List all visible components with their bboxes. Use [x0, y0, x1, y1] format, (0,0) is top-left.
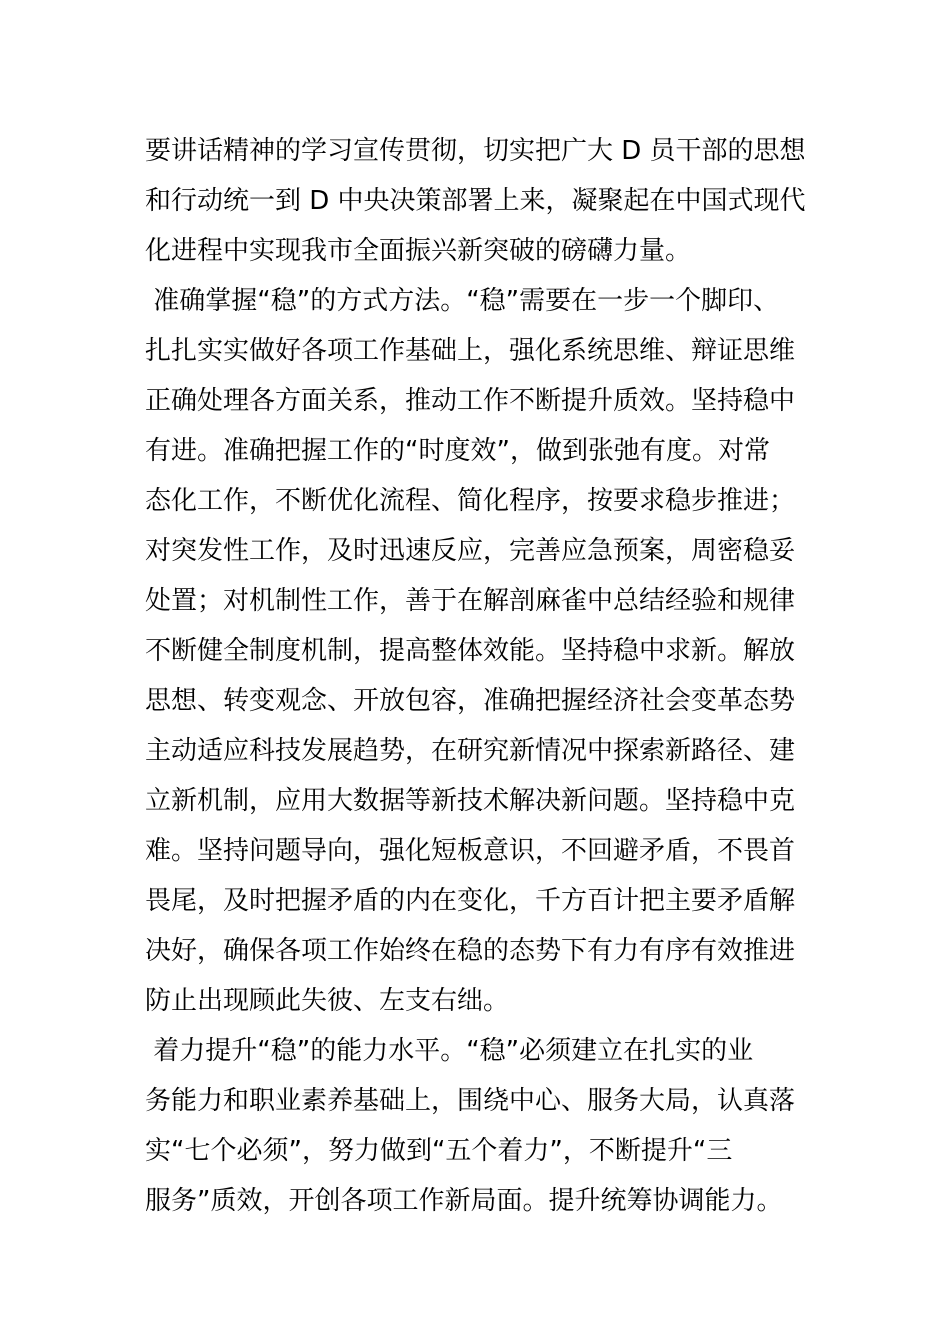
text-line-22: 服务”质效，开创各项工作新局面。提升统筹协调能力。: [145, 1186, 783, 1216]
text-line-6: 正确处理各方面关系，推动工作不断提升质效。坚持稳中: [145, 386, 796, 416]
text-line-5: 扎扎实实做好各项工作基础上，强化系统思维、辩证思维: [145, 336, 796, 366]
text-line-11: 不断健全制度机制，提高整体效能。坚持稳中求新。解放: [145, 636, 796, 666]
text-line-3: 化进程中实现我市全面振兴新突破的磅礴力量。: [145, 236, 692, 266]
document-body: [145, 126, 945, 1226]
text-line-1: 要讲话精神的学习宣传贯彻，切实把广大 D 员干部的思想: [145, 136, 806, 166]
text-line-15: 难。坚持问题导向，强化短板意识，不回避矛盾，不畏首: [145, 836, 796, 866]
text-line-13: 主动适应科技发展趋势，在研究新情况中探索新路径、建: [145, 736, 796, 766]
text-line-21: 实“七个必须”，努力做到“五个着力”，不断提升“三: [145, 1136, 733, 1166]
text-line-7: 有进。准确把握工作的“时度效”，做到张弛有度。对常: [145, 436, 770, 466]
text-line-14: 立新机制，应用大数据等新技术解决新问题。坚持稳中克: [145, 786, 796, 816]
text-line-18: 防止出现顾此失彼、左支右绌。: [145, 986, 510, 1016]
text-line-16: 畏尾，及时把握矛盾的内在变化，千方百计把主要矛盾解: [145, 886, 796, 916]
text-line-10: 处置；对机制性工作，善于在解剖麻雀中总结经验和规律: [145, 586, 796, 616]
text-line-17: 决好，确保各项工作始终在稳的态势下有力有序有效推进: [145, 936, 796, 966]
text-line-2: 和行动统一到 D 中央决策部署上来，凝聚起在中国式现代: [145, 186, 806, 216]
text-line-9: 对突发性工作，及时迅速反应，完善应急预案，周密稳妥: [145, 536, 796, 566]
text-line-20: 务能力和职业素养基础上，围绕中心、服务大局，认真落: [145, 1086, 796, 1116]
text-line-4: 准确掌握“稳”的方式方法。“稳”需要在一步一个脚印、: [145, 286, 780, 316]
text-line-19: 着力提升“稳”的能力水平。“稳”必须建立在扎实的业: [145, 1036, 754, 1066]
text-line-8: 态化工作，不断优化流程、简化程序，按要求稳步推进；: [145, 486, 796, 516]
text-line-12: 思想、转变观念、开放包容，准确把握经济社会变革态势: [145, 686, 796, 716]
